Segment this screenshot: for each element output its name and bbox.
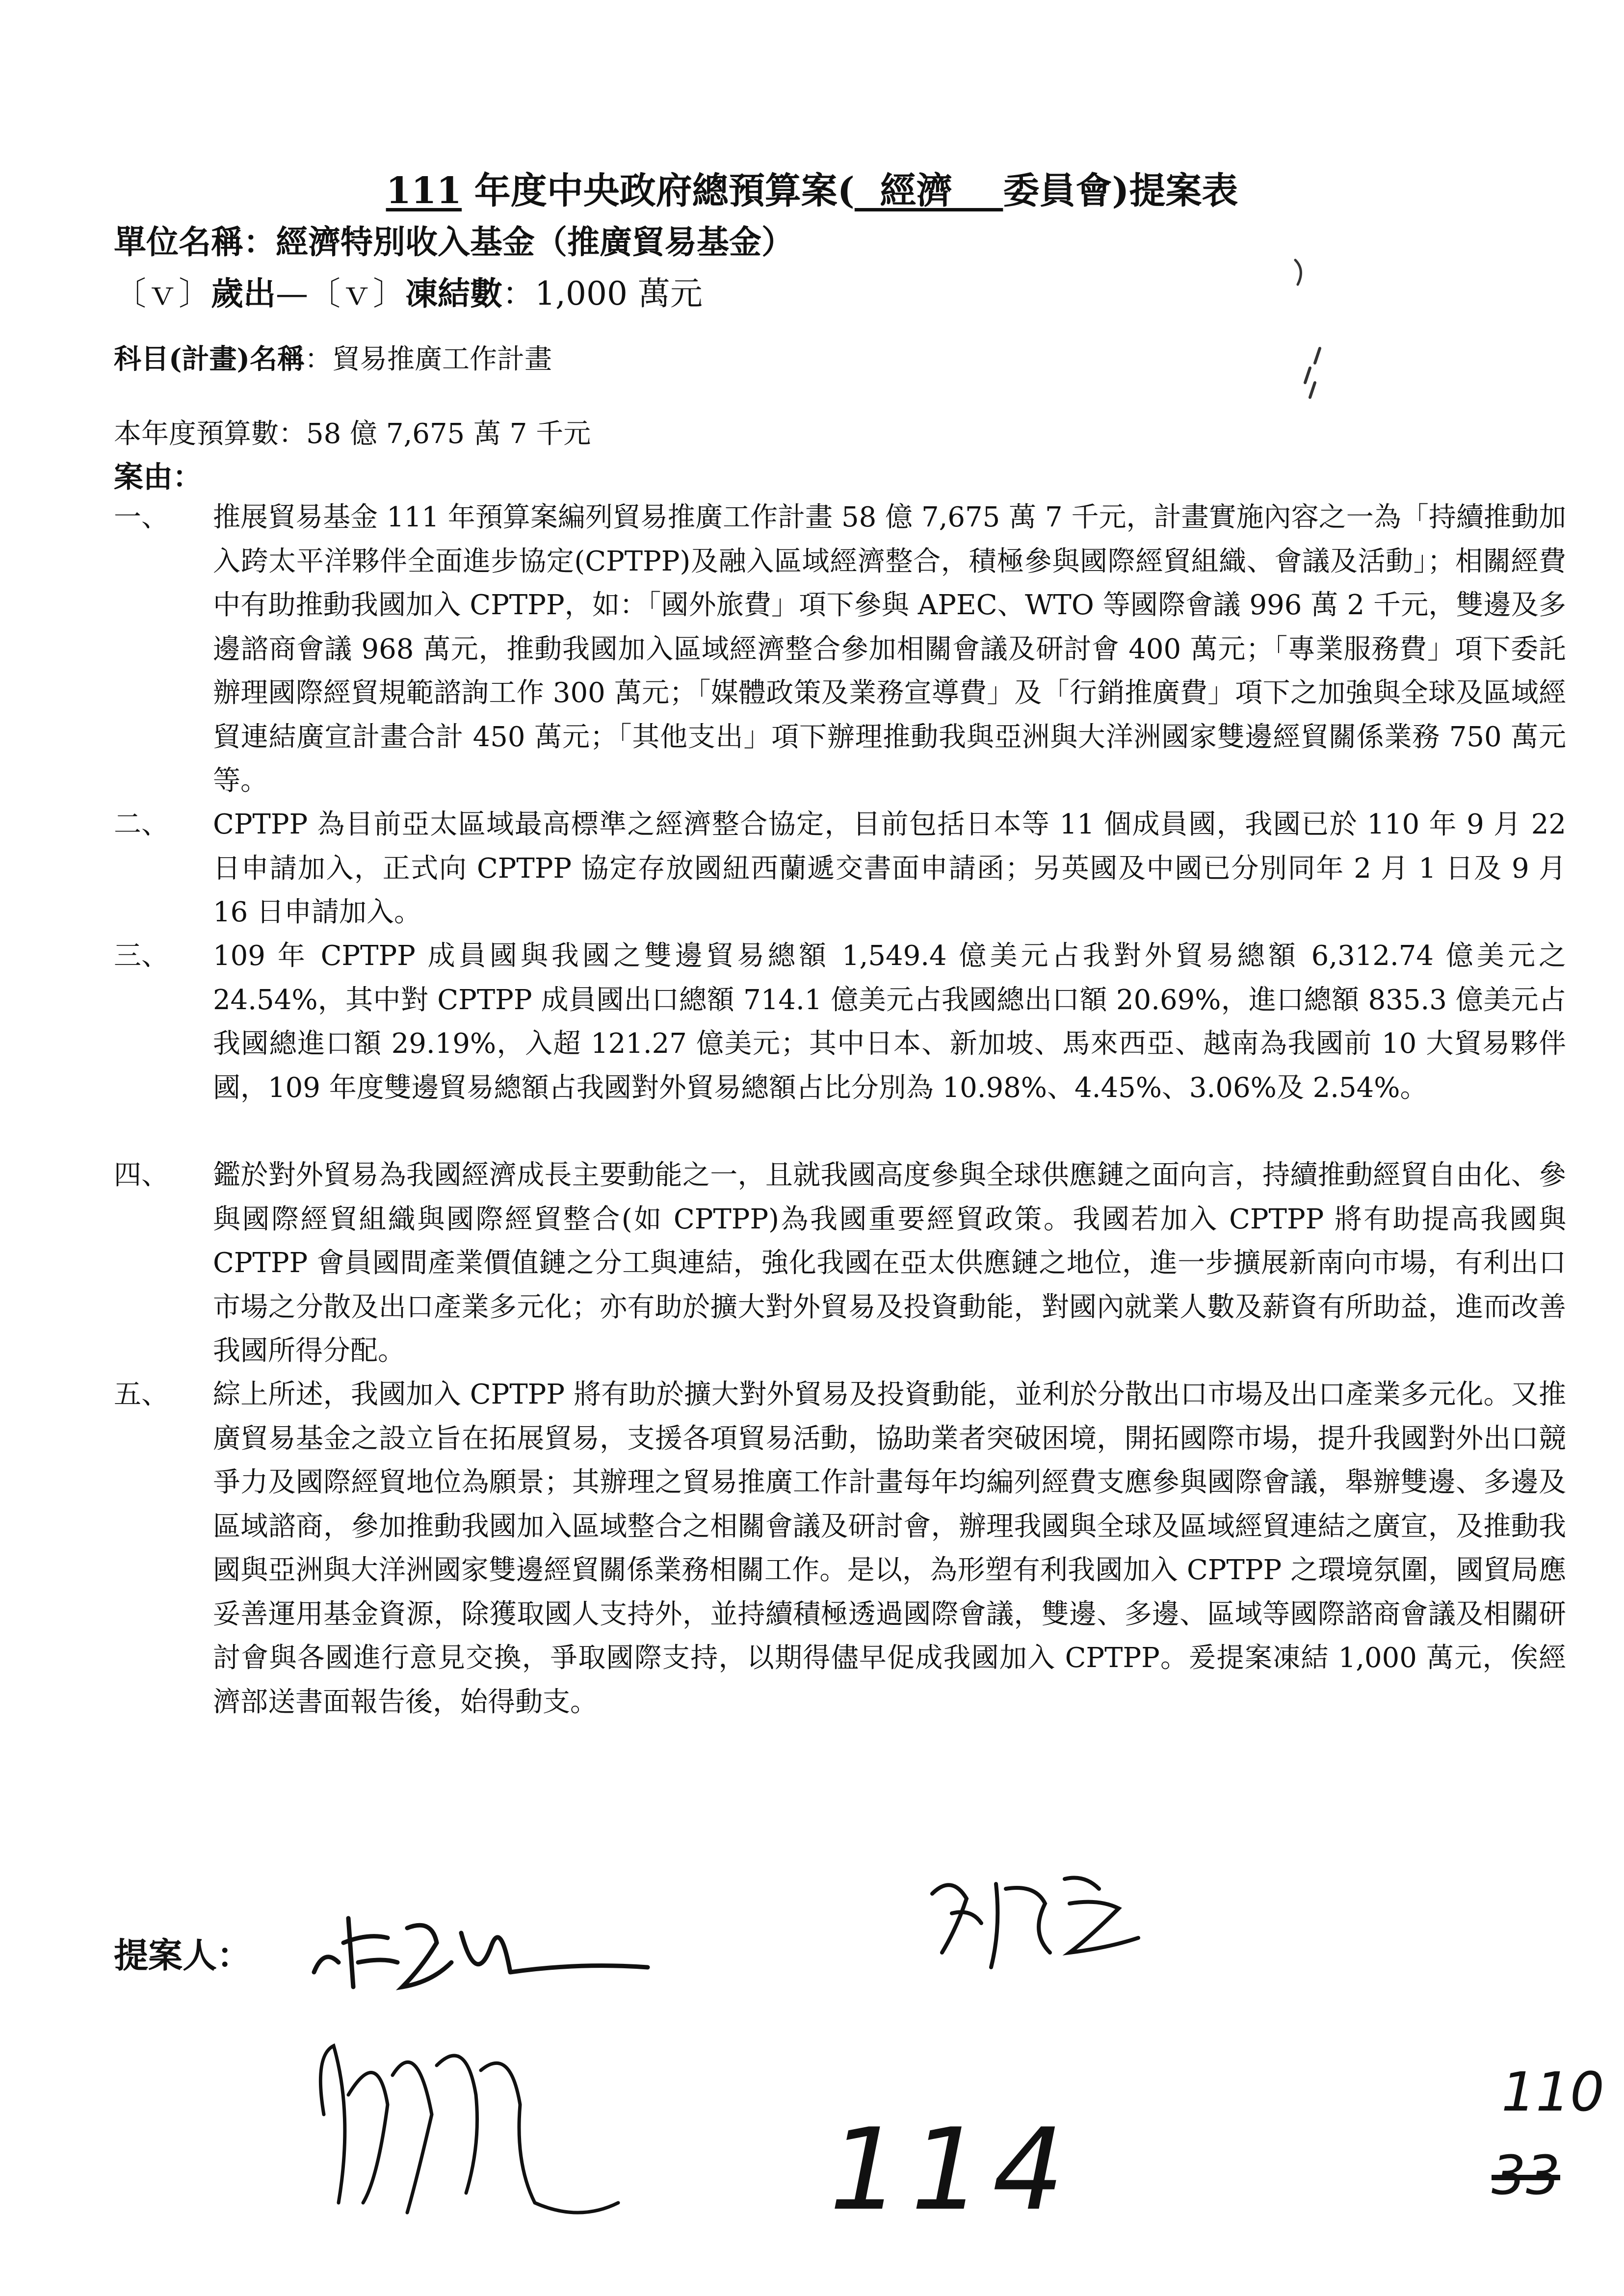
- item-number: 三、: [114, 940, 169, 972]
- handwritten-page-number: 114: [829, 2105, 1074, 2236]
- reason-item: [114, 934, 1566, 1110]
- expenditure-line: [114, 267, 703, 314]
- item-text: 推展貿易基金 111 年預算案編列貿易推廣工作計畫 58 億 7,675 萬 7 千元，計畫實施內容之一為「持續推動加入跨太平洋夥伴全面進步協定(CPTPP)及融入區域經濟整合，積極參與國際經貿組織、會議及活動」；相關經費中有助推動我國加入 CPTPP，如：「國外旅費」項下參與 APEC、WTO 等國際會議 996 萬 2 千元，雙邊及多邊諮商會議 968 萬元，推動我國加入區域經濟整合參加相關會議及研討會 400 萬元；「專業服務費」項下委託辦理國際經貿規範諮詢工作 300 萬元；「媒體政策及業務宣導費」及「行銷推廣費」項下之加強與全球及區域經貿連結廣宣計畫合計 450 萬元；「其他支出」項下辦理推動我與亞洲與大洋洲國家雙邊經貿關係業務 750 萬元等。: [213, 501, 1566, 797]
- scan-mark: [1290, 255, 1310, 294]
- unit-name: 單位名稱：經濟特別收入基金（推廣貿易基金）: [114, 223, 794, 261]
- freeze-label: 凍結數: [405, 274, 502, 313]
- dash: —: [276, 275, 308, 313]
- reason-item: [114, 1373, 1566, 1724]
- handwritten-signature-1: [304, 1889, 657, 2016]
- item-number: 一、: [114, 501, 169, 533]
- reason-label: 案由：: [114, 460, 202, 495]
- title-end: 委員會)提案表: [1003, 170, 1238, 212]
- reason-item: [114, 496, 1566, 803]
- subject-label: 科目(計畫)名稱: [114, 343, 305, 375]
- item-text: 綜上所述，我國加入 CPTPP 將有助於擴大對外貿易及投資動能，並利於分散出口市場及出口產業多元化。又推廣貿易基金之設立旨在拓展貿易，支援各項貿易活動，協助業者突破困境，開拓國際市場，提升我國對外出口競爭力及國際經貿地位為願景；其辦理之貿易推廣工作計畫每年均編列經費支應參與國際會議，舉辦雙邊、多邊及區域諮商，參加推動我國加入區域整合之相關會議及研討會，辦理我國與全球及區域經貿連結之廣宣，及推動我國與亞洲與大洋洲國家雙邊經貿關係業務相關工作。是以，為形塑有利我國加入 CPTPP 之環境氛圍，國貿局應妥善運用基金資源，除獲取國人支持外，並持續積極透過國際會議，雙邊、多邊、區域等國際諮商會議及相關研討會與各國進行意見交換，爭取國際支持，以期得儘早促成我國加入 CPTPP。爰提案凍結 1,000 萬元，俟經濟部送書面報告後，始得動支。: [213, 1379, 1566, 1718]
- expenditure-label: 歲出: [211, 274, 276, 313]
- item-text: CPTPP 為目前亞太區域最高標準之經濟整合協定，目前包括日本等 11 個成員國，我國已於 110 年 9 月 22 日申請加入，正式向 CPTPP 協定存放國紐西蘭遞交書面申請函；另英國及中國已分別同年 2 月 1 日及 9 月 16 日申請加入。: [213, 809, 1566, 928]
- budget-amount: 本年度預算數：58 億 7,675 萬 7 千元: [114, 418, 591, 450]
- checkbox-expenditure: 〔ｖ〕: [114, 275, 211, 313]
- proposer-label: 提案人：: [114, 1935, 251, 1976]
- item-number: 四、: [114, 1159, 169, 1191]
- reason-item: [114, 1153, 1566, 1373]
- reason-item: [114, 803, 1566, 935]
- handwritten-signature-2: [922, 1854, 1158, 1982]
- item-number: 五、: [114, 1379, 169, 1410]
- corner-number-top: 110: [1501, 2061, 1604, 2123]
- freeze-amount: ：1,000 萬元: [502, 275, 703, 313]
- title-year: 111: [386, 170, 462, 212]
- title-committee: 經濟: [854, 170, 1003, 212]
- item-number: 二、: [114, 809, 169, 840]
- subject-line: [114, 338, 552, 377]
- item-text: 109 年 CPTPP 成員國與我國之雙邊貿易總額 1,549.4 億美元占我對外貿易總額 6,312.74 億美元之 24.54%，其中對 CPTPP 成員國出口總額 714.1 億美元占我國總出口額 20.69%，進口總額 835.3 億美元占我國總進口額 29.19%，入超 121.27 億美元；其中日本、新加坡、馬來西亞、越南為我國前 10 大貿易夥伴國，109 年度雙邊貿易總額占我國對外貿易總額占比分別為 10.98%、4.45%、3.06%及 2.54%。: [213, 940, 1566, 1104]
- corner-number-bottom: 33: [1492, 2144, 1560, 2207]
- title-mid: 年度中央政府總預算案(: [462, 170, 855, 212]
- form-title: [0, 162, 1624, 214]
- handwritten-signature-3: [304, 2016, 657, 2232]
- checkbox-freeze: 〔ｖ〕: [308, 275, 405, 313]
- scan-mark: [1295, 343, 1335, 402]
- subject-value: ：貿易推廣工作計畫: [305, 343, 552, 375]
- item-text: 鑑於對外貿易為我國經濟成長主要動能之一，且就我國高度參與全球供應鏈之面向言，持續推動經貿自由化、參與國際經貿組織與國際經貿整合(如 CPTPP)為我國重要經貿政策。我國若加入 CPTPP 將有助提高我國與 CPTPP 會員國間產業價值鏈之分工與連結，強化我國在亞太供應鏈之地位，進一步擴展新南向市場，有利出口市場之分散及出口產業多元化；亦有助於擴大對外貿易及投資動能，對國內就業人數及薪資有所助益，進而改善我國所得分配。: [213, 1159, 1566, 1367]
